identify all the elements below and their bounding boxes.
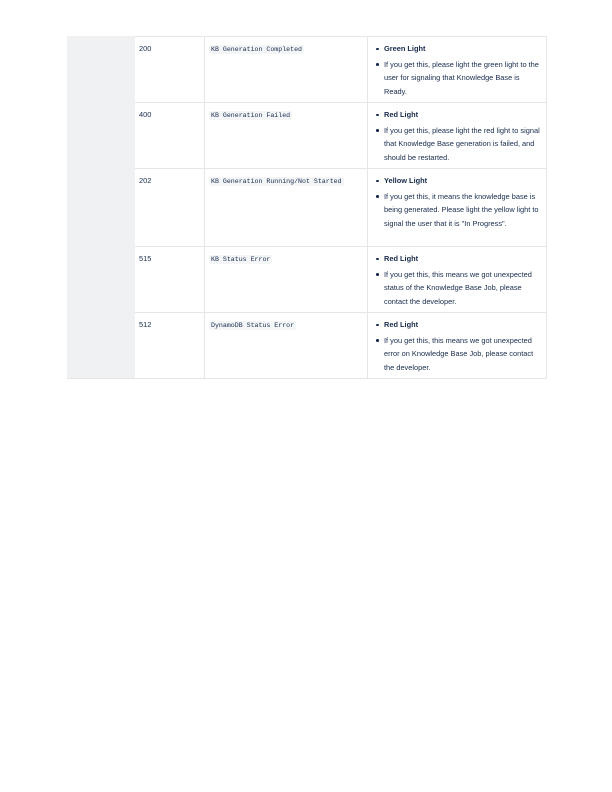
status-message-code: KB Generation Completed — [211, 46, 303, 53]
status-message-code: KB Generation Running/Not Started — [211, 178, 342, 185]
status-message-code: KB Generation Failed — [211, 112, 291, 119]
instruction-text: If you get this, it means the knowledge base is being generated. Please light the yellow light to signal the user that it is "In Progress". — [384, 190, 542, 231]
light-label: Green Light — [384, 42, 542, 56]
table-row — [68, 37, 547, 103]
action-list — [374, 252, 542, 308]
status-code-cell: 400 — [135, 103, 205, 169]
action-cell — [368, 103, 547, 169]
instruction-text: If you get this, this means we got unexpected error on Knowledge Base Job, please contact the developer. — [384, 334, 542, 375]
status-message-cell — [205, 169, 368, 247]
table-row — [68, 169, 547, 247]
status-message-code: KB Status Error — [211, 256, 271, 263]
instruction-text: If you get this, please light the red light to signal that Knowledge Base generation is failed, and should be restarted. — [384, 124, 542, 165]
status-message-cell — [205, 313, 368, 379]
light-label: Red Light — [384, 108, 542, 122]
status-code-cell: 202 — [135, 169, 205, 247]
table-row — [68, 247, 547, 313]
status-code-cell: 200 — [135, 37, 205, 103]
action-list — [374, 174, 542, 230]
instruction-text: If you get this, this means we got unexpected status of the Knowledge Base Job, please contact the developer. — [384, 268, 542, 309]
action-cell — [368, 313, 547, 379]
instruction-text: If you get this, please light the green light to the user for signaling that Knowledge Base is Ready. — [384, 58, 542, 99]
status-message-cell — [205, 37, 368, 103]
row-header-column — [68, 37, 135, 379]
action-list — [374, 108, 542, 164]
status-code-cell: 515 — [135, 247, 205, 313]
action-cell — [368, 37, 547, 103]
action-list — [374, 42, 542, 98]
status-code-table — [67, 36, 547, 379]
action-list — [374, 318, 542, 374]
action-cell — [368, 169, 547, 247]
light-label: Yellow Light — [384, 174, 542, 188]
light-label: Red Light — [384, 318, 542, 332]
status-message-code: DynamoDB Status Error — [211, 322, 295, 329]
action-cell — [368, 247, 547, 313]
status-code-cell: 512 — [135, 313, 205, 379]
row-header-shade — [68, 37, 134, 364]
table-row — [68, 313, 547, 379]
status-message-cell — [205, 103, 368, 169]
table-row — [68, 103, 547, 169]
light-label: Red Light — [384, 252, 542, 266]
status-message-cell — [205, 247, 368, 313]
